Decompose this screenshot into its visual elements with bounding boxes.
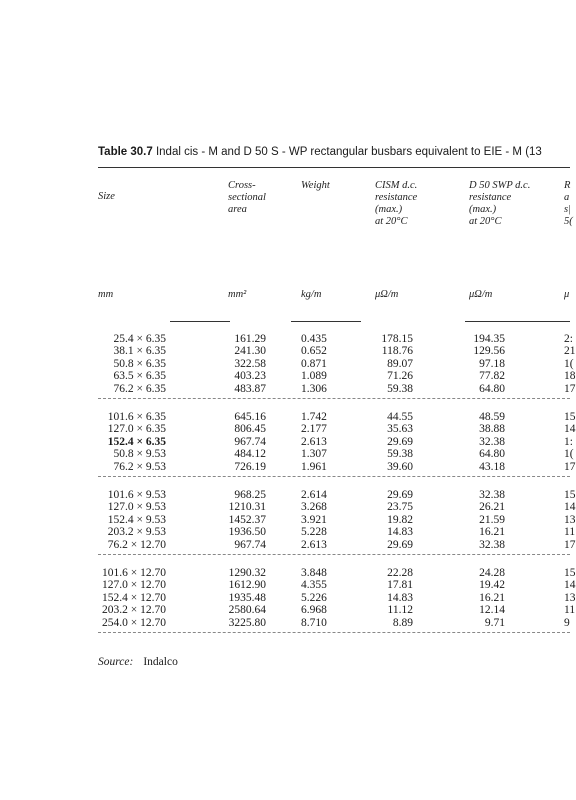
cell-size: 152.4 × 6.35 (107, 435, 166, 448)
cell-size: 76.2 × 9.53 (113, 460, 166, 473)
cell-weight: 0.435 (301, 333, 327, 345)
cell-cism: 17.81 (387, 579, 413, 592)
cell-cism: 29.69 (387, 538, 413, 551)
cell-area: 1612.90 (228, 579, 266, 592)
cell-d50: 64.80 (479, 382, 505, 395)
table-source (98, 656, 178, 668)
cell-d50: 97.18 (479, 357, 505, 370)
header-d50-line: resistance (469, 192, 512, 203)
cell-area: 1936.50 (228, 526, 266, 539)
cell-last: 9 (564, 616, 570, 629)
cell-area: 2580.64 (228, 604, 266, 617)
cell-d50: 9.71 (484, 616, 505, 629)
cell-d50: 26.21 (479, 501, 505, 514)
cell-cism: 14.83 (387, 591, 413, 604)
cell-last: 17 (564, 382, 576, 395)
header-cism-line: resistance (375, 192, 418, 203)
cell-last: 11 (564, 526, 576, 539)
cell-area: 1452.37 (228, 513, 266, 526)
header-weight: Weight (301, 180, 330, 191)
cell-weight: 3.848 (301, 567, 327, 579)
cell-d50: 48.59 (479, 411, 505, 423)
cell-area: 1210.31 (228, 501, 266, 514)
cell-weight: 1.961 (301, 460, 327, 473)
cell-cism: 14.83 (387, 526, 413, 539)
cell-cism: 11.12 (387, 604, 413, 617)
table-number: Table 30.7 (98, 146, 153, 158)
unit-weight: kg/m (301, 289, 322, 300)
header-last-line: a (564, 192, 570, 203)
header-area-line: Cross- (228, 180, 256, 191)
cell-size: 127.0 × 12.70 (102, 579, 166, 592)
group-separator (98, 476, 570, 477)
cell-weight: 2.614 (301, 489, 327, 501)
cell-size: 152.4 × 12.70 (102, 591, 166, 604)
cell-cism: 59.38 (387, 448, 413, 461)
cell-size: 101.6 × 9.53 (107, 489, 166, 501)
cell-weight: 2.613 (301, 435, 327, 448)
cell-size: 127.0 × 6.35 (107, 423, 166, 436)
cell-cism: 118.76 (381, 345, 413, 358)
header-size: Size (98, 191, 115, 202)
cell-last: 2: (564, 333, 573, 345)
table-title: Indal cis - M and D 50 S - WP rectangular busbars equivalent to EIE - M (13 (155, 146, 542, 158)
cell-weight: 6.968 (301, 604, 327, 617)
cell-size: 50.8 × 9.53 (113, 448, 166, 461)
cell-size: 101.6 × 12.70 (102, 567, 166, 579)
cell-area: 403.23 (234, 370, 266, 383)
unit-cism: μΩ/m (375, 289, 399, 300)
cell-d50: 64.80 (479, 448, 505, 461)
cell-weight: 5.226 (301, 591, 327, 604)
header-area-line: sectional (228, 192, 266, 203)
cell-weight: 1.742 (301, 411, 327, 423)
cell-last: 13 (564, 591, 576, 604)
cell-size: 76.2 × 12.70 (107, 538, 166, 551)
cell-weight: 3.268 (301, 501, 327, 514)
cell-cism: 89.07 (387, 357, 413, 370)
cell-weight: 5.228 (301, 526, 327, 539)
cell-cism: 22.28 (387, 567, 413, 579)
cell-weight: 8.710 (301, 616, 327, 629)
cell-d50: 12.14 (479, 604, 505, 617)
header-d50-line: at 20°C (469, 216, 502, 227)
header-d50 (469, 180, 530, 228)
unit-d50: μΩ/m (469, 289, 493, 300)
cell-area: 968.25 (234, 489, 266, 501)
cell-d50: 21.59 (479, 513, 505, 526)
cell-cism: 35.63 (387, 423, 413, 436)
cell-size: 63.5 × 6.35 (113, 370, 166, 383)
cell-size: 50.8 × 6.35 (113, 357, 166, 370)
group-separator (98, 398, 570, 399)
cell-weight: 3.921 (301, 513, 327, 526)
cell-weight: 2.613 (301, 538, 327, 551)
cell-d50: 77.82 (479, 370, 505, 383)
cell-area: 241.30 (234, 345, 266, 358)
cell-d50: 16.21 (479, 591, 505, 604)
cell-area: 806.45 (234, 423, 266, 436)
cell-area: 322.58 (234, 357, 266, 370)
cell-cism: 19.82 (387, 513, 413, 526)
header-last-line: 5( (564, 216, 573, 227)
cell-area: 645.16 (234, 411, 266, 423)
cell-area: 161.29 (234, 333, 266, 345)
cell-cism: 29.69 (387, 435, 413, 448)
cell-d50: 194.35 (473, 333, 505, 345)
header-last-line: R (564, 180, 571, 191)
cell-cism: 71.26 (387, 370, 413, 383)
unit-area: mm² (228, 289, 247, 300)
cell-size: 254.0 × 12.70 (102, 616, 166, 629)
group-separator (98, 554, 570, 555)
cell-size: 38.1 × 6.35 (113, 345, 166, 358)
cell-last: 17 (564, 460, 576, 473)
source-label: Source: (98, 656, 134, 668)
cell-weight: 2.177 (301, 423, 327, 436)
cell-d50: 32.38 (479, 489, 505, 501)
cell-weight: 1.306 (301, 382, 327, 395)
cell-area: 484.12 (234, 448, 266, 461)
cell-weight: 0.652 (301, 345, 327, 358)
cell-cism: 39.60 (387, 460, 413, 473)
cell-d50: 24.28 (479, 567, 505, 579)
cell-last: 14 (564, 501, 576, 514)
cell-weight: 1.307 (301, 448, 327, 461)
cell-last: 1: (564, 435, 573, 448)
cell-last: 13 (564, 513, 576, 526)
header-d50-line: (max.) (469, 204, 497, 215)
cell-size: 127.0 × 9.53 (107, 501, 166, 514)
cell-d50: 43.18 (479, 460, 505, 473)
cell-d50: 129.56 (473, 345, 505, 358)
cell-weight: 0.871 (301, 357, 327, 370)
unit-last: μ (564, 289, 570, 300)
cell-area: 3225.80 (228, 616, 266, 629)
cell-d50: 19.42 (479, 579, 505, 592)
cell-last: 1( (564, 448, 574, 461)
cell-d50: 32.38 (479, 435, 505, 448)
header-cism-line: (max.) (375, 204, 403, 215)
cell-size: 101.6 × 6.35 (107, 411, 166, 423)
header-cism-line: CISM d.c. (375, 180, 418, 191)
cell-d50: 16.21 (479, 526, 505, 539)
source-text: Indalco (143, 656, 178, 668)
units-rule (465, 321, 570, 322)
unit-size: mm (98, 289, 114, 300)
cell-size: 152.4 × 9.53 (107, 513, 166, 526)
cell-area: 726.19 (234, 460, 266, 473)
header-d50-line: D 50 SWP d.c. (469, 180, 531, 191)
cell-weight: 4.355 (301, 579, 327, 592)
cell-cism: 178.15 (381, 333, 413, 345)
cell-size: 76.2 × 6.35 (113, 382, 166, 395)
units-rule (291, 321, 361, 322)
cell-last: 18 (564, 370, 576, 383)
header-cism (375, 180, 417, 228)
cell-last: 14 (564, 579, 576, 592)
header-last (564, 180, 573, 228)
header-area (228, 180, 266, 216)
cell-last: 21 (564, 345, 576, 358)
cell-d50: 32.38 (479, 538, 505, 551)
cell-last: 1( (564, 357, 574, 370)
table-top-rule (98, 167, 570, 168)
cell-size: 25.4 × 6.35 (113, 333, 166, 345)
cell-cism: 29.69 (387, 489, 413, 501)
units-rule (170, 321, 230, 322)
header-area-line: area (228, 204, 247, 215)
cell-last: 15 (564, 489, 576, 501)
cell-area: 1290.32 (228, 567, 266, 579)
cell-cism: 23.75 (387, 501, 413, 514)
group-separator (98, 632, 570, 633)
cell-cism: 59.38 (387, 382, 413, 395)
cell-area: 967.74 (234, 435, 266, 448)
cell-last: 11 (564, 604, 576, 617)
cell-area: 967.74 (234, 538, 266, 551)
table-caption (98, 146, 570, 158)
header-last-line: s| (564, 204, 571, 215)
cell-size: 203.2 × 9.53 (107, 526, 166, 539)
cell-area: 1935.48 (228, 591, 266, 604)
cell-last: 15 (564, 411, 576, 423)
cell-cism: 44.55 (387, 411, 413, 423)
cell-last: 14 (564, 423, 576, 436)
cell-area: 483.87 (234, 382, 266, 395)
cell-last: 15 (564, 567, 576, 579)
header-cism-line: at 20°C (375, 216, 408, 227)
cell-size: 203.2 × 12.70 (102, 604, 166, 617)
cell-last: 17 (564, 538, 576, 551)
cell-cism: 8.89 (392, 616, 413, 629)
cell-weight: 1.089 (301, 370, 327, 383)
cell-d50: 38.88 (479, 423, 505, 436)
